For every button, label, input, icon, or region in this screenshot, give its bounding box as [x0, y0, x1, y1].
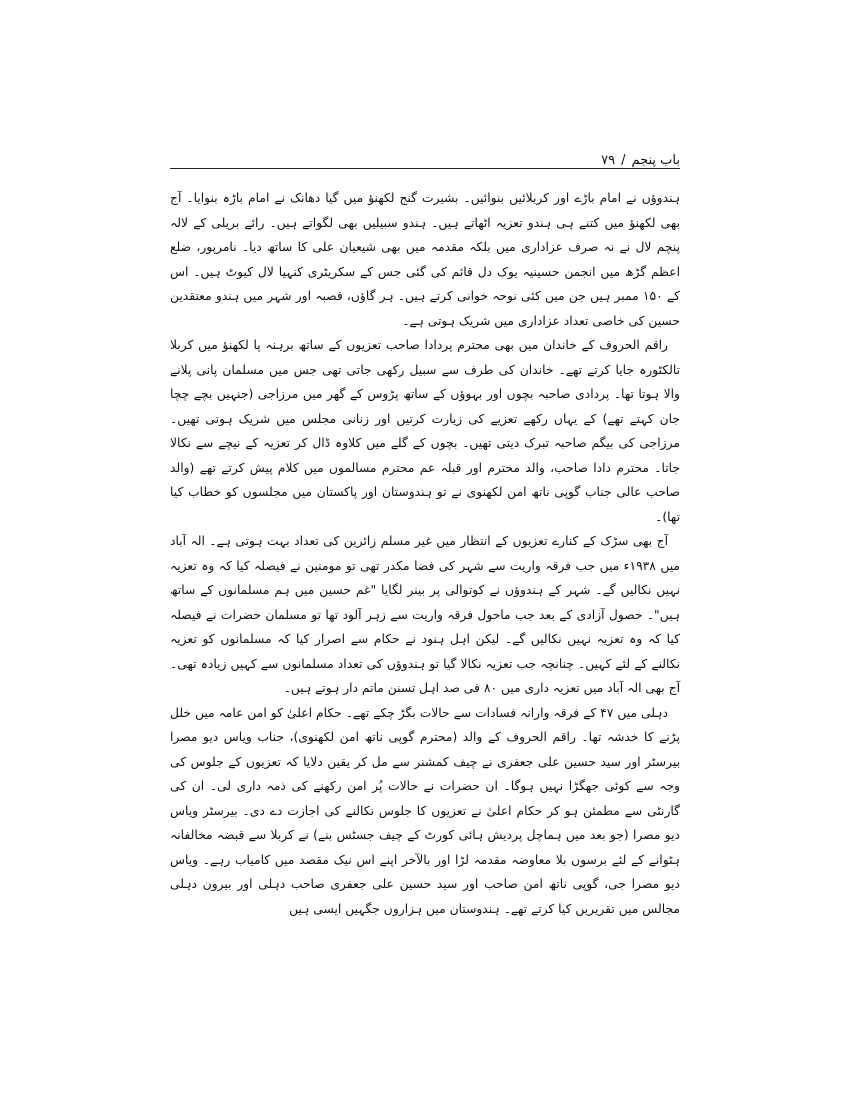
header-rule — [170, 168, 680, 169]
page-number: ۷۹ — [601, 153, 616, 168]
body-text — [170, 186, 680, 921]
running-header — [170, 138, 680, 168]
paragraph-3: آج بھی سڑک کے کنارے تعزیوں کے انتظار میں غیر مسلم زائرین کی تعداد بہت ہوتی ہے۔ الہ آباد میں ۱۹۳۸ء میں جب فرقہ واریت سے شہر کی فضا مکدر تھی تو مومنین نے فیصلہ کیا کہ وہ تعزیہ نہیں نکالیں گے۔ شہر کے ہندوؤں نے کوتوالی پر بینر لگایا "غم حسین میں ہم مسلمانوں کے ساتھ ہیں"۔ حصول آزادی کے بعد جب ماحول فرقہ واریت سے زہر آلود تھا تو مسلمان حضرات نے فیصلہ کیا کہ وہ تعزیہ نہیں نکالیں گے۔ لیکن اہل ہنود نے حکام سے اصرار کیا کہ مسلمانوں کو تعزیہ نکالنے کے لئے کہیں۔ چنانچہ جب تعزیہ نکالا گیا تو ہندوؤں کی تعداد مسلمانوں سے کہیں زیادہ تھی۔ آج بھی الہ آباد میں تعزیہ داری میں ۸۰ فی صد اہل تسنن ماتم دار ہوتے ہیں۔ — [170, 534, 680, 695]
header-separator: / — [621, 153, 626, 168]
paragraph-1: ہندوؤں نے امام باڑے اور کربلائیں بنوائیں۔ بشیرت گنج لکھنؤ میں گیا دھانک نے امام باڑہ بنوایا۔ آج بھی لکھنؤ میں کتنے ہی ہندو تعزیہ اٹھاتے ہیں۔ ہندو سبیلیں بھی لگواتے ہیں۔ رائے بریلی کے لالہ پنچم لال نے نہ صرف عزاداری میں بلکہ مقدمہ میں بھی شیعیان علی کا ساتھ دیا۔ نامرپور، ضلع اعظم گڑھ میں انجمن حسینیہ یوک دل قائم کی گئی جس کے سکریٹری کنہیا لال کیوٹ ہیں۔ اس کے ۱۵۰ ممبر ہیں جن میں کئی نوحہ خوانی کرتے ہیں۔ ہر گاؤں، قصبہ اور شہر میں ہندو معتقدین حسین کی خاصی تعداد عزاداری میں شریک ہوتی ہے۔ — [170, 191, 680, 328]
paragraph-2: راقم الحروف کے خاندان میں بھی محترم پردادا صاحب تعزیوں کے ساتھ برہنہ پا لکھنؤ میں کربلا تالکٹورہ جایا کرتے تھے۔ خاندان کی طرف سے سبیل رکھی جاتی تھی جس میں مسلمان پانی پلانے والا ہوتا تھا۔ پردادی صاحبہ بچوں اور بہوؤں کے ساتھ پڑوس کے گھر میں مرزاجی (جنہیں بچے چچا جان کہتے تھے) کے یہاں رکھے تعزیے کی زیارت کرتیں اور زنانی مجلس میں شریک ہوتی تھیں۔ مرزاجی کی بیگم صاحبہ تبرک دیتی تھیں۔ بچوں کے گلے میں کلاوہ ڈال کر تعزیہ کے نیچے سے نکالا جاتا۔ محترم دادا صاحب، والد محترم اور قبلہ عم محترم مسالموں میں کلام پیش کرتے تھے (والد صاحب عالی جناب گوپی ناتھ امن لکھنوی نے تو ہندوستان اور پاکستان میں مجلسوں کو خطاب کیا تھا)۔ — [170, 338, 680, 524]
chapter-title: باب پنجم — [631, 153, 680, 168]
paragraph-4: دہلی میں ۴۷ کے فرقہ وارانہ فسادات سے حالات بگڑ چکے تھے۔ حکام اعلیٰ کو امن عامہ میں خلل پڑنے کا خدشہ تھا۔ راقم الحروف کے والد (محترم گوپی ناتھ امن لکھنوی)، جناب ویاس دیو مصرا بیرسٹر اور سید حسین علی جعفری نے چیف کمشنر سے مل کر یقین دلایا کہ تعزیوں کے جلوس کی وجہ سے کوئی جھگڑا نہیں ہوگا۔ ان حضرات نے حالات پُر امن رکھنے کی ذمہ داری لی۔ ان کی گارنٹی سے مطمئن ہو کر حکام اعلیٰ نے تعزیوں کا جلوس نکالنے کی اجازت دے دی۔ بیرسٹر ویاس دیو مصرا (جو بعد میں ہماچل پردیش ہائی کورٹ کے چیف جسٹس بنے) نے کربلا سے قبضہ مخالفانہ ہٹوانے کے لئے برسوں بلا معاوضہ مقدمہ لڑا اور بالآخر اپنے اس نیک مقصد میں کامیاب رہے۔ ویاس دیو مصرا جی، گوپی ناتھ امن صاحب اور سید حسین علی جعفری صاحب دہلی اور بیرون دہلی مجالس میں تقریریں کیا کرتے تھے۔ ہندوستان میں ہزاروں جگہیں ایسی ہیں — [170, 705, 680, 916]
